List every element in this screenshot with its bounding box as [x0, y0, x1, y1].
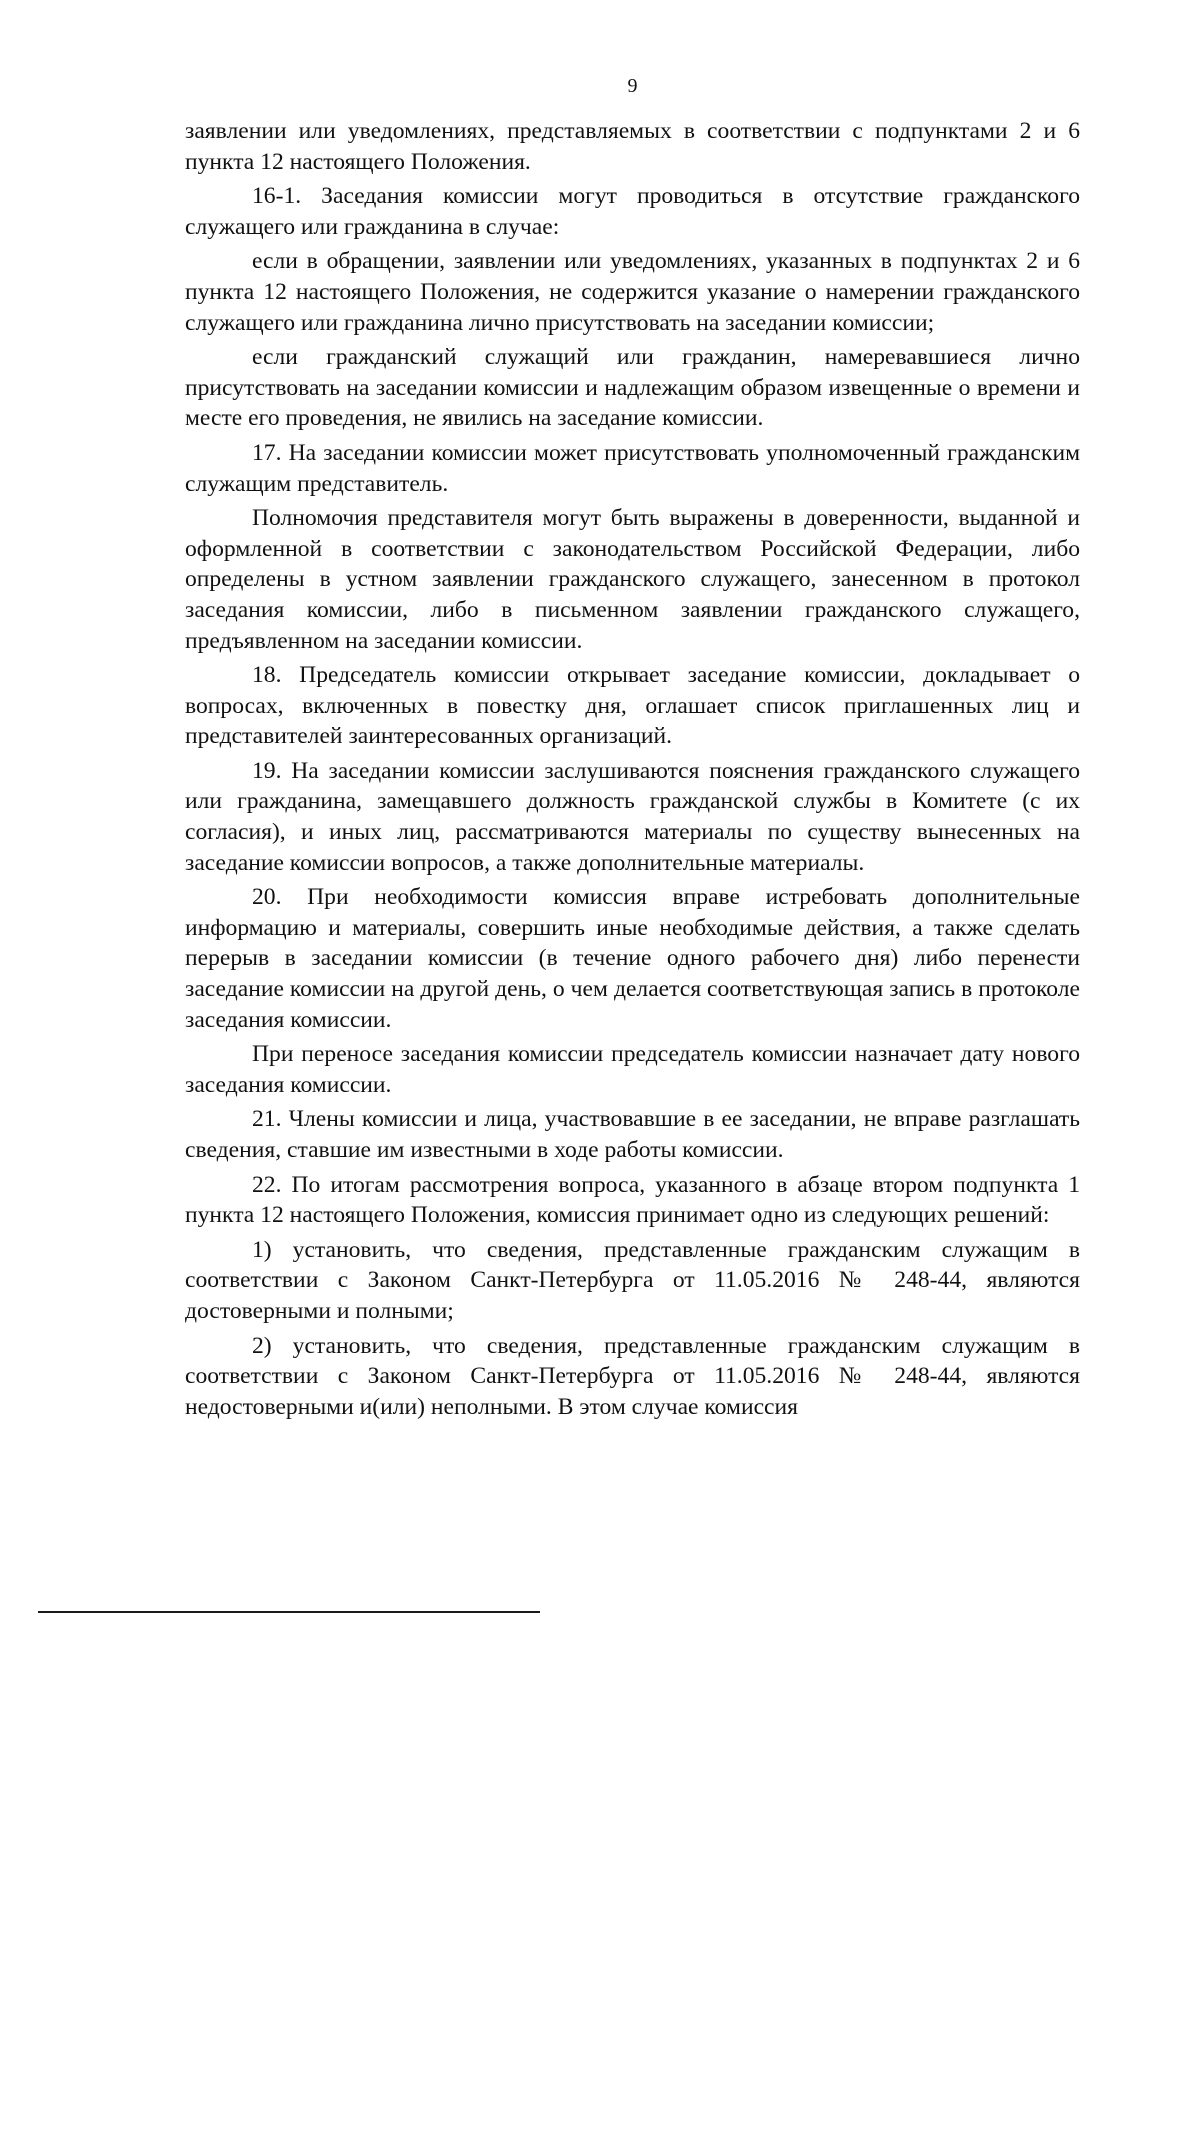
paragraph-17-powers: Полномочия представителя могут быть выражены в доверенности, выданной и оформленной в соответствии с законодательством Российской Федерации, либо определены в устном заявлении гражданского служащего, занесенном в протокол заседания комиссии, либо в письменном заявлении гражданского служащего, предъявленном на заседании комиссии. [185, 505, 1080, 654]
page-number: 9 [627, 75, 638, 97]
paragraph-16-1-case-1: если в обращении, заявлении или уведомлениях, указанных в подпунктах 2 и 6 пункта 12 настоящего Положения, не содержится указание о намерении гражданского служащего или гражданина лично присутствовать на заседании комиссии; [185, 248, 1080, 336]
paragraph-17: 17. На заседании комиссии может присутствовать уполномоченный гражданским служащим представитель. [185, 439, 1080, 497]
paragraph-20: 20. При необходимости комиссия вправе истребовать дополнительные информацию и материалы, совершить иные необходимые действия, а также сделать перерыв в заседании комиссии (в течение одного рабочего дня) либо перенести заседание комиссии на другой день, о чем делается соответствующая запись в протоколе заседания комиссии. [185, 884, 1080, 1033]
paragraph-19: 19. На заседании комиссии заслушиваются пояснения гражданского служащего или гражданина, замещавшего должность гражданской службы в Комитете (с их согласия), и иных лиц, рассматриваются материалы по существу вынесенных на заседание комиссии вопросов, а также дополнительные материалы. [185, 757, 1080, 876]
paragraph-22: 22. По итогам рассмотрения вопроса, указанного в абзаце втором подпункта 1 пункта 12 настоящего Положения, комиссия принимает одно из следующих решений: [185, 1171, 1080, 1229]
paragraph-21: 21. Члены комиссии и лица, участвовавшие в ее заседании, не вправе разглашать сведения, ставшие им известными в ходе работы комиссии. [185, 1106, 1080, 1163]
paragraph-16-1-case-2: если гражданский служащий или гражданин, намеревавшиеся лично присутствовать на заседании комиссии и надлежащим образом извещенные о времени и месте его проведения, не явились на заседание комиссии. [185, 344, 1080, 432]
paragraph-22-decision-2: 2) установить, что сведения, представленные гражданским служащим в соответствии с Законом Санкт-Петербурга от 11.05.2016 № 248-44, являются недостоверными и(или) неполными. В этом случае комиссия [185, 1332, 1080, 1420]
footnote-separator-line [38, 1611, 540, 1613]
paragraph-16-1: 16-1. Заседания комиссии могут проводиться в отсутствие гражданского служащего или гражданина в случае: [185, 183, 1080, 240]
paragraph-18: 18. Председатель комиссии открывает заседание комиссии, докладывает о вопросах, включенных в повестку дня, оглашает список приглашенных лиц и представителей заинтересованных организаций. [185, 662, 1080, 750]
paragraph-22-decision-1: 1) установить, что сведения, представленные гражданским служащим в соответствии с Законом Санкт-Петербурга от 11.05.2016 № 248-44, являются достоверными и полными; [185, 1236, 1080, 1324]
document-body [185, 116, 1080, 1422]
paragraph-20-postponement: При переносе заседания комиссии председатель комиссии назначает дату нового заседания комиссии. [185, 1041, 1080, 1098]
paragraph-continuation: заявлении или уведомлениях, представляемых в соответствии с подпунктами 2 и 6 пункта 12 настоящего Положения. [185, 118, 1080, 175]
